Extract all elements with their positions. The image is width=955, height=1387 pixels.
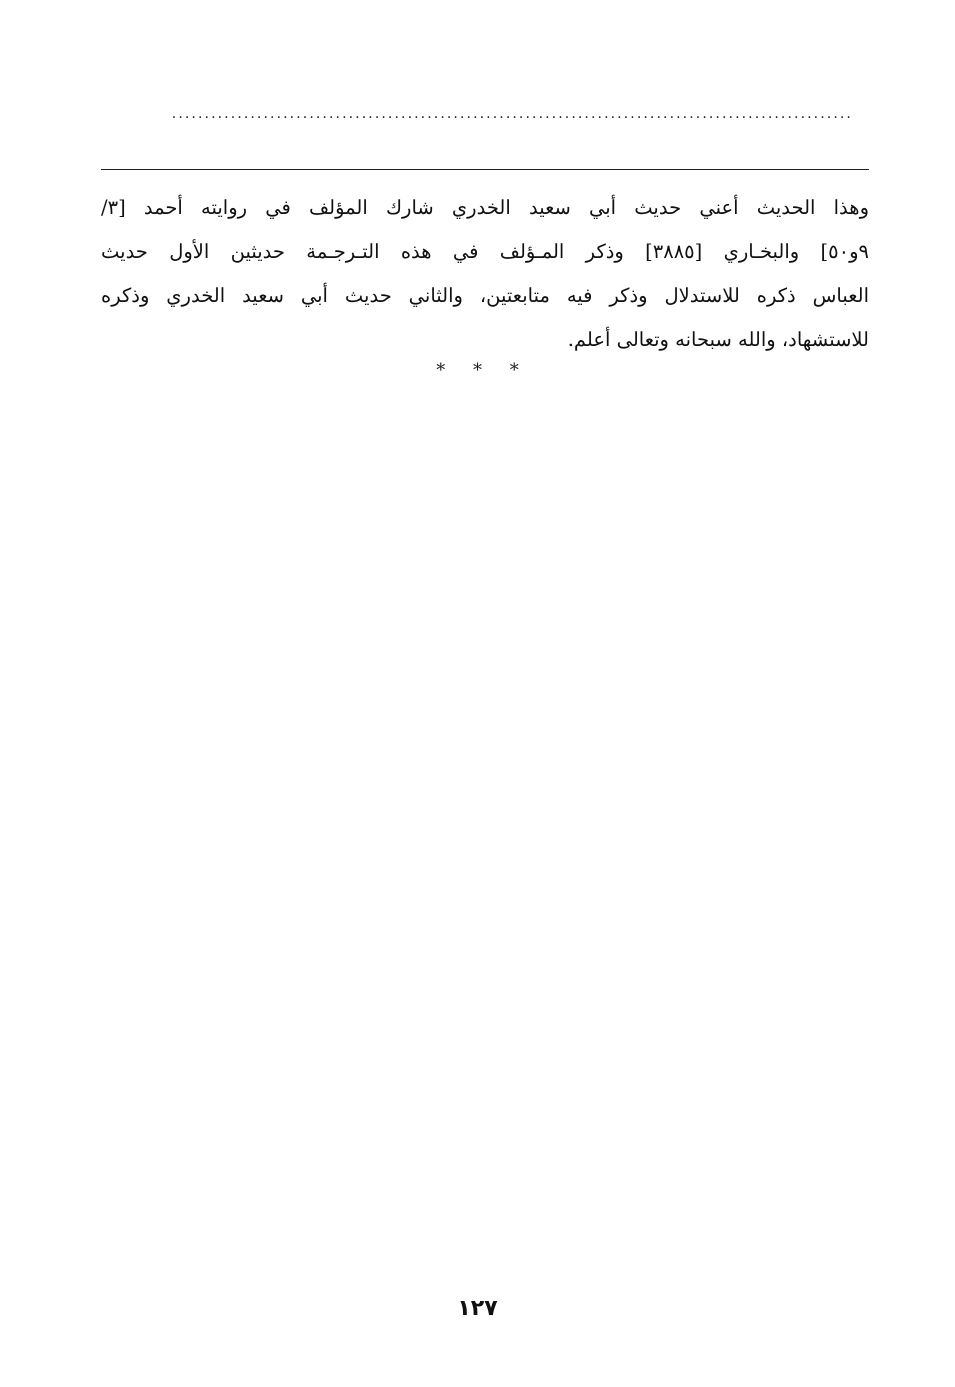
dotted-rule: ........................................................................................................ (171, 106, 853, 122)
text-line: وهذا الحديث أعني حديث أبي سعيد الخدري شارك المؤلف في روايته أحمد [٣/ (101, 196, 869, 219)
text-line: ٩و٥٠] والبخـاري [٣٨٨٥] وذكر المـؤلف في هذه التـرجـمة حديثين الأول حديث (101, 240, 869, 263)
footnote-text (101, 186, 869, 362)
footnote-separator-line (101, 169, 869, 170)
page-number: ١٢٧ (457, 1296, 498, 1321)
section-separator-asterisks: * * * (436, 360, 519, 381)
text-line: للاستشهاد، والله سبحانه وتعالى أعلم. (567, 328, 869, 351)
text-line: العباس ذكره للاستدلال وذكر فيه متابعتين، والثاني حديث أبي سعيد الخدري وذكره (101, 284, 869, 307)
